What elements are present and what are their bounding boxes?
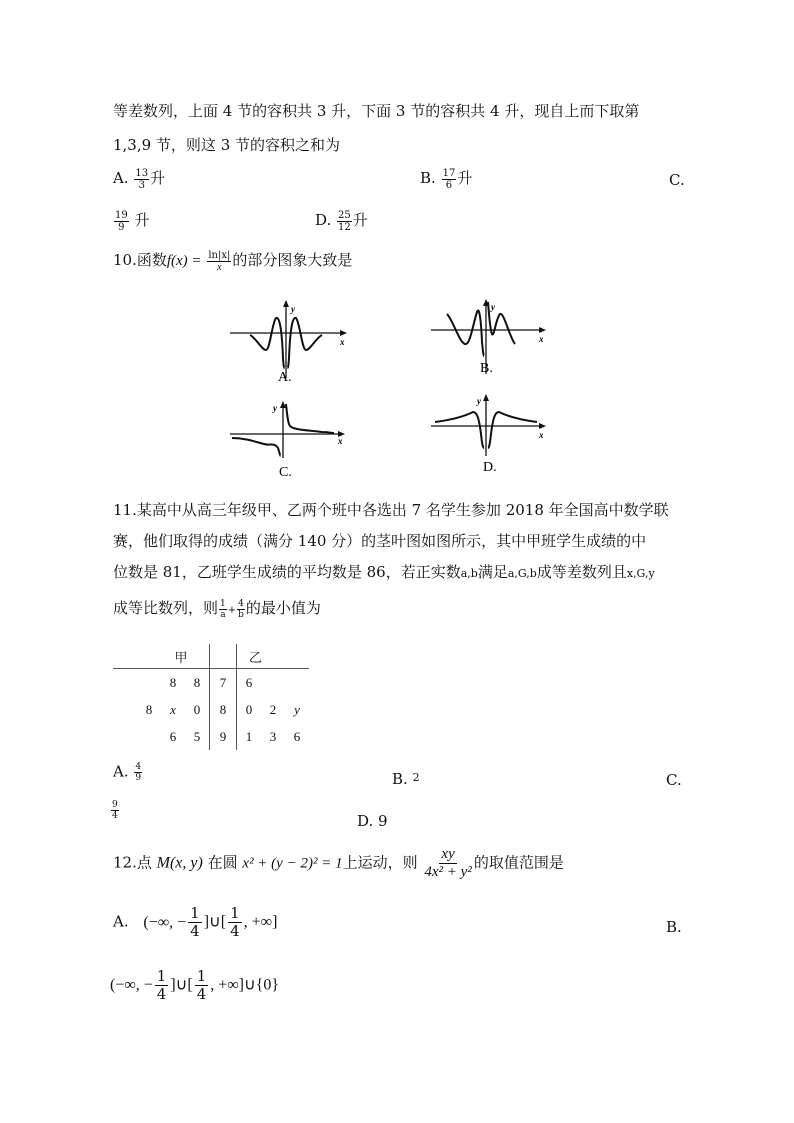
curve-left — [447, 310, 484, 356]
fraction: $\frac{19}{9}$ — [115, 209, 128, 233]
graph-d — [427, 390, 552, 478]
q11-option-c — [110, 800, 120, 821]
q11-option-c-label: C. — [666, 771, 682, 789]
x-label: x — [539, 430, 544, 440]
q12-option-b: (−∞, − $\frac{1}{4}$ ]∪[ $\frac{1}{4}$ , +∞]∪{0} — [110, 967, 280, 1003]
x-axis-arrow — [539, 327, 546, 333]
option-label: A. — [113, 912, 129, 931]
stem-cell: 8 — [210, 696, 237, 723]
curve-left — [435, 412, 484, 448]
curve-right — [288, 318, 323, 368]
x-axis-arrow — [340, 330, 347, 336]
header-left: 甲 — [113, 644, 210, 669]
y-label: y — [273, 403, 277, 413]
option-label: B. — [420, 169, 436, 187]
table-row: 8 x 0 8 0 2 y — [113, 696, 309, 723]
q11-line4: 成等比数列，则 $\frac{1}{a}$ + $\frac{4}{b}$ 的最小值为 — [113, 598, 321, 620]
q9-option-d: D. $\frac{25}{12}$ 升 — [315, 209, 368, 233]
stem-leaf-table — [113, 644, 309, 750]
function-name: f(x) = — [166, 253, 202, 269]
table-header — [113, 644, 309, 669]
graph-label: B. — [480, 361, 493, 376]
stem-cell: 9 — [210, 723, 237, 750]
q9-line2: 1,3,9 节，则这 3 节的容积之和为 — [113, 136, 341, 154]
fraction: $\frac{13}{3}$ — [135, 167, 149, 191]
fraction: $\frac{9}{4}$ — [112, 800, 118, 821]
option-label: D. — [315, 211, 332, 229]
fraction: $\frac{1}{4}$ — [196, 967, 207, 1003]
y-axis-arrow — [483, 394, 489, 401]
q11-line3: 位数是 81，乙班学生成绩的平均数是 86，若正实数a,b满足a,G,b成等差数列且x,G,y — [113, 563, 655, 581]
graph-b — [427, 294, 552, 384]
fraction: $\frac{xy}{\text{4x² + y²}}$ — [424, 846, 472, 880]
q9-option-c: $\frac{19}{9}$ 升 — [115, 209, 150, 233]
q9-option-c-label: C. — [669, 171, 685, 189]
curve-right — [286, 404, 334, 433]
q11-option-d: D. 9 — [357, 812, 388, 830]
fraction: $\frac{17}{6}$ — [442, 167, 456, 191]
table-row: 6 5 9 1 3 6 — [113, 723, 309, 750]
curve-left — [250, 318, 285, 368]
option-label: A. — [113, 169, 129, 187]
x-axis-arrow — [539, 423, 546, 429]
curve-right — [488, 412, 537, 448]
graph-a — [226, 298, 351, 388]
graph-label: A. — [278, 370, 292, 385]
fraction: $\frac{1}{4}$ — [156, 967, 167, 1003]
fraction: $\frac{1}{a}$ — [220, 598, 226, 620]
y-axis-arrow — [283, 300, 289, 307]
graph-c — [226, 396, 351, 484]
curve-left — [232, 438, 281, 456]
x-label: x — [338, 436, 343, 446]
table-row: 8 8 7 6 — [113, 669, 309, 697]
q12-option-a: A. (−∞, − $\frac{1}{4}$ ]∪[ $\frac{1}{4}$ , +∞] — [113, 904, 278, 940]
q11-option-b: B. $^2$ — [392, 770, 420, 788]
y-label: y — [491, 302, 495, 312]
x-label: x — [539, 334, 544, 344]
q9-line1: 等差数列，上面 4 节的容积共 3 升，下面 3 节的容积共 4 升，现自上而下取第 — [113, 102, 640, 120]
circle-equation: x² + (y − 2)² = 1 — [242, 855, 343, 872]
graph-label: C. — [279, 465, 292, 480]
fraction: $\frac{\ln|x|}{x}$ — [208, 249, 231, 273]
q10-stem: 10.函数f(x) = $\frac{\ln|x|}{x}$ 的部分图象大致是 — [113, 249, 353, 273]
q11-line1: 11.某高中从高三年级甲、乙两个班中各选出 7 名学生参加 2018 年全国高中数学联 — [113, 501, 669, 519]
fraction: $\frac{25}{12}$ — [338, 209, 351, 233]
y-label: y — [477, 396, 481, 406]
option-label: A. — [113, 762, 129, 781]
q12-stem: 12.点 M(x, y) 在圆 x² + (y − 2)² = 1上运动，则 $\frac{xy}{\text{4x² + y²}}$ 的取值范围是 — [113, 846, 564, 880]
header-right: 乙 — [237, 644, 310, 669]
q11-line2: 赛，他们取得的成绩（满分 140 分）的茎叶图如图所示，其中甲班学生成绩的中 — [113, 532, 647, 550]
q11-option-a — [113, 762, 143, 783]
fraction: $\frac{1}{4}$ — [230, 904, 240, 940]
option-label: B. — [392, 770, 408, 788]
q9-option-b: B. $\frac{17}{6}$ 升 — [420, 167, 473, 191]
fraction: $\frac{4}{b}$ — [238, 598, 244, 620]
q12-option-b-label: B. — [666, 918, 682, 936]
point-m: M(x, y) — [156, 854, 203, 872]
fraction: $\frac{4}{9}$ — [135, 762, 142, 783]
stem-cell: 7 — [210, 669, 237, 697]
q9-option-a: A. $\frac{13}{3}$ 升 — [113, 167, 166, 191]
graph-label: D. — [483, 460, 497, 475]
y-label: y — [291, 304, 295, 314]
fraction: $\frac{1}{4}$ — [190, 904, 200, 940]
x-label: x — [340, 337, 345, 347]
